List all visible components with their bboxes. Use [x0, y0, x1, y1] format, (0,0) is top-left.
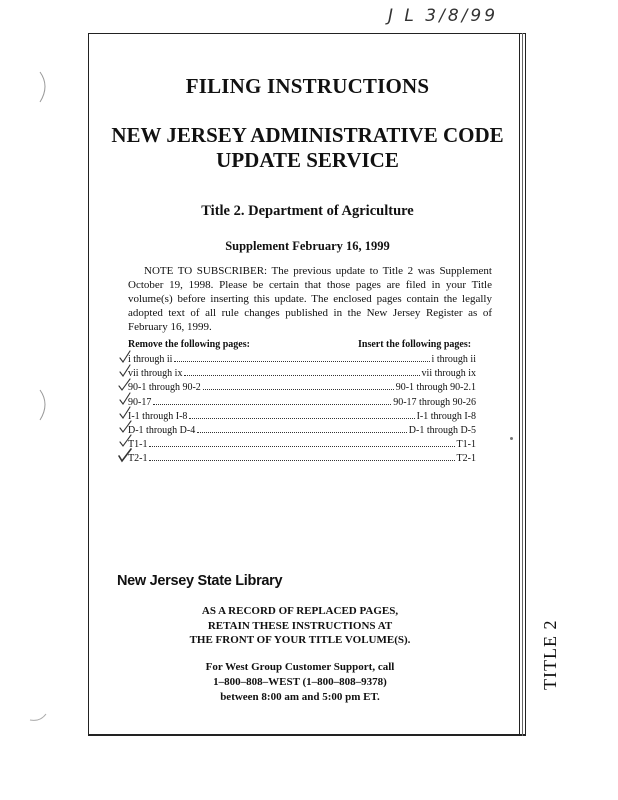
dot-leader	[189, 409, 414, 419]
remove-pages: i through ii	[128, 354, 173, 365]
remove-column-header: Remove the following pages:	[128, 339, 250, 350]
library-stamp: New Jersey State Library	[117, 573, 283, 589]
page-list	[128, 352, 476, 466]
insert-pages: 90-1 through 90-2.1	[395, 382, 476, 394]
handwritten-reference	[388, 6, 548, 34]
check-mark-icon	[119, 379, 130, 390]
record-instructions	[150, 604, 450, 648]
remove-pages: I-1 through I-8	[128, 410, 188, 422]
check-mark-icon	[119, 449, 131, 461]
check-mark-icon	[120, 407, 130, 418]
remove-pages: T2-1	[128, 453, 148, 465]
page-row	[128, 437, 476, 451]
page-row	[128, 409, 476, 423]
punch-hole-mark	[26, 700, 52, 726]
page-row	[128, 423, 476, 437]
code-title-line2: UPDATE SERVICE	[216, 148, 399, 172]
remove-pages: T1-1	[128, 439, 148, 451]
scan-speck	[510, 437, 513, 440]
insert-pages: D-1 through D-5	[408, 424, 476, 436]
insert-pages: I-1 through I-8	[416, 410, 476, 422]
support-line-1: For West Group Customer Support, call	[205, 661, 395, 673]
check-mark-icon	[120, 435, 131, 446]
insert-pages: 90-17 through 90-26	[393, 396, 476, 408]
remove-pages: vii through ix	[128, 368, 183, 380]
page-row	[128, 451, 476, 465]
check-mark-icon	[120, 351, 130, 362]
page-border-bottom	[88, 734, 526, 736]
support-hours: between 8:00 am and 5:00 pm ET.	[220, 691, 380, 703]
remove-pages: 90-1 through 90-2	[128, 382, 201, 394]
title-tab-label: TITLE 2	[540, 619, 560, 690]
insert-pages: T1-1	[456, 439, 476, 451]
page-row	[128, 366, 476, 380]
dot-leader	[184, 366, 419, 376]
dot-leader	[174, 352, 429, 362]
check-mark-icon	[120, 393, 130, 404]
record-line-1: AS A RECORD OF REPLACED PAGES,	[201, 605, 399, 617]
insert-column-header: Insert the following pages:	[358, 339, 472, 350]
remove-pages: 90-17	[128, 396, 152, 408]
code-title-line1: NEW JERSEY ADMINISTRATIVE CODE	[111, 123, 504, 147]
insert-pages: T2-1	[456, 453, 476, 465]
tab-edge	[522, 33, 529, 736]
page-row	[128, 380, 476, 394]
dot-leader	[203, 380, 394, 390]
supplement-date: Supplement February 16, 1999	[225, 239, 390, 253]
note-to-subscriber: NOTE TO SUBSCRIBER: The previous update to Title 2 was Supplement October 19, 1998. Please be certain that those pages are filed in your Title volume(s) before inserting this update. The enclosed pages contain the legally adopted text of all rule changes published in the New Jersey Register as of February 16, 1999.	[128, 265, 492, 333]
page-row	[128, 352, 476, 366]
handwritten-reference-text: J L 3/8/99	[388, 6, 499, 26]
insert-pages: i through ii	[431, 354, 476, 365]
check-mark-icon	[120, 421, 131, 432]
punch-hole-mark	[26, 70, 52, 104]
support-phone: 1–800–808–WEST (1–800–808–9378)	[213, 676, 387, 688]
handwritten-check-marks	[118, 350, 134, 466]
customer-support	[150, 660, 450, 705]
page-title: FILING INSTRUCTIONS	[185, 74, 430, 98]
dot-leader	[197, 423, 407, 433]
dot-leader	[153, 395, 391, 405]
dot-leader	[149, 451, 454, 461]
dot-leader	[149, 437, 454, 447]
title-subject: Title 2. Department of Agriculture	[201, 203, 414, 219]
record-line-2: RETAIN THESE INSTRUCTIONS AT	[207, 619, 393, 632]
record-line-3: THE FRONT OF YOUR TITLE VOLUME(S).	[189, 634, 411, 646]
page-row	[128, 395, 476, 409]
insert-pages: vii through ix	[421, 368, 476, 380]
punch-hole-mark	[26, 388, 52, 422]
remove-pages: D-1 through D-4	[128, 424, 196, 436]
check-mark-icon	[120, 365, 130, 376]
